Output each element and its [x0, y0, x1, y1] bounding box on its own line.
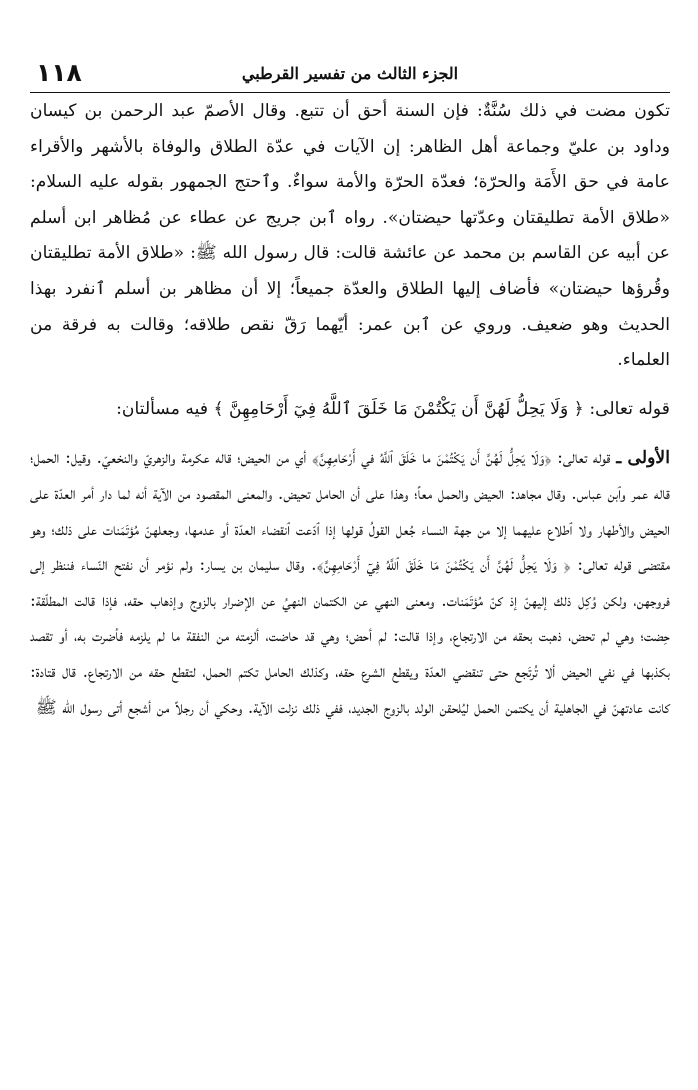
issue-heading: الأولى ـ — [616, 448, 670, 469]
paragraph-text: قوله تعالى: ﴿ وَلَا يَحِلُّ لَهُنَّ أَن يَكْتُمْنَ مَا خَلَقَ ٱللَّهُ فِيٓ أَرْحَامِهِنَّ ﴾ فيه مسألتان: — [116, 398, 670, 419]
paragraph-text: قوله تعالى: ﴿وَلَا يَحِلُّ لَهُنَّ أَن يَكْتُمْنَ ما خَلَقَ ٱللَّهُ في أَرْحَامِهِنَّ﴾ أي من الحيض؛ قاله عكرمة والزهريّ والنخعيّ. وقيل: الحمل؛ قاله عمر وٱبن عباس. وقال مجاهد: الحيض والحمل معاً؛ وهذا على أن الحامل تحيض. والمعنى المقصود من الآية أنه لما دار أمر العدّة على الحيض والأطهار ولا ٱطلاع عليهما إلا من جهة النساء جُعل القولُ قولها إذا ٱدّعت ٱنقضاء العدّة أو عدمها، وجعلهنّ مُؤتَمَنات على ذلك؛ وهو مقتضى قوله تعالى: ﴿ وَلَا يَحِلُّ لَهُنَّ أَن يَكْتُمْنَ مَا خَلَقَ ٱللَّهُ فِيٓ أَرْحَامِهِنَّ﴾. وقال سليمان بن يسار: ولم نؤمر أن نفتح النّساء فننظر إلى فروجهن، ولكن وُكِل ذلك إليهنّ إذ كنّ مُؤتَمَنات. ومعنى النهي عن الكتمان النهيُ عن الإضرار بالزوج وإذهاب حقه، فإذا قالت المطلّقة: حِضت؛ وهي لم تحض، ذهبت بحقه من الارتجاع، وإذا قالت: لم أحض؛ وهي قد حاضت، ألزمته من النفقة ما لم يلزمه فأضرت به، أو تقصد بكذبها في نفي الحيض ألا تُرتَجع حتى تنقضي العدّة ويقطع الشرع حقه، وكذلك الحامل تكتم الحمل، لتقطع حقه من الارتجاع. قال قتادة: كانت عادتهنّ في الجاهلية أن يكتمن الحمل ليُلحقن الولد بالزوج الجديد، ففي ذلك نزلت الآية. وحكي أن رجلاً من أشجع أتى رسول الله ﷺ — [30, 448, 670, 718]
paragraph-1 — [30, 94, 670, 379]
paragraph-3 — [30, 441, 670, 726]
paragraph-text: تكون مضت في ذلك سُنَّةٌ: فإن السنة أحق أن تتبع. وقال الأصمّ عبد الرحمن بن كيسان وداود بن عليّ وجماعة أهل الظاهر: إن الآيات في عدّة الطلاق والوفاة بالأشهر والأقراء عامة في حق الأَمَة والحرّة؛ فعدّة الحرّة والأمة سواءٌ. وٱحتج الجمهور بقوله عليه السلام: «طلاق الأمة تطليقتان وعدّتها حيضتان». رواه ٱبن جريج عن عطاء عن مُظاهر ابن أسلم عن أبيه عن القاسم بن محمد عن عائشة قالت: قال رسول الله ﷺ: «طلاق الأمة تطليقتان وقُرؤها حيضتان» فأضاف إليها الطلاق والعدّة جميعاً؛ إلا أن مظاهر بن أسلم ٱنفرد بهذا الحديث وهو ضعيف. وروي عن ٱبن عمر: أيّهما رَقّ نقص طلاقه؛ وقالت به فرقة من العلماء. — [30, 101, 670, 371]
paragraph-2 — [30, 392, 670, 428]
running-title: الجزء الثالث من تفسير القرطبي — [241, 64, 459, 83]
page-header — [30, 58, 670, 93]
page-number: ١١٨ — [36, 58, 82, 87]
book-page — [30, 58, 670, 726]
